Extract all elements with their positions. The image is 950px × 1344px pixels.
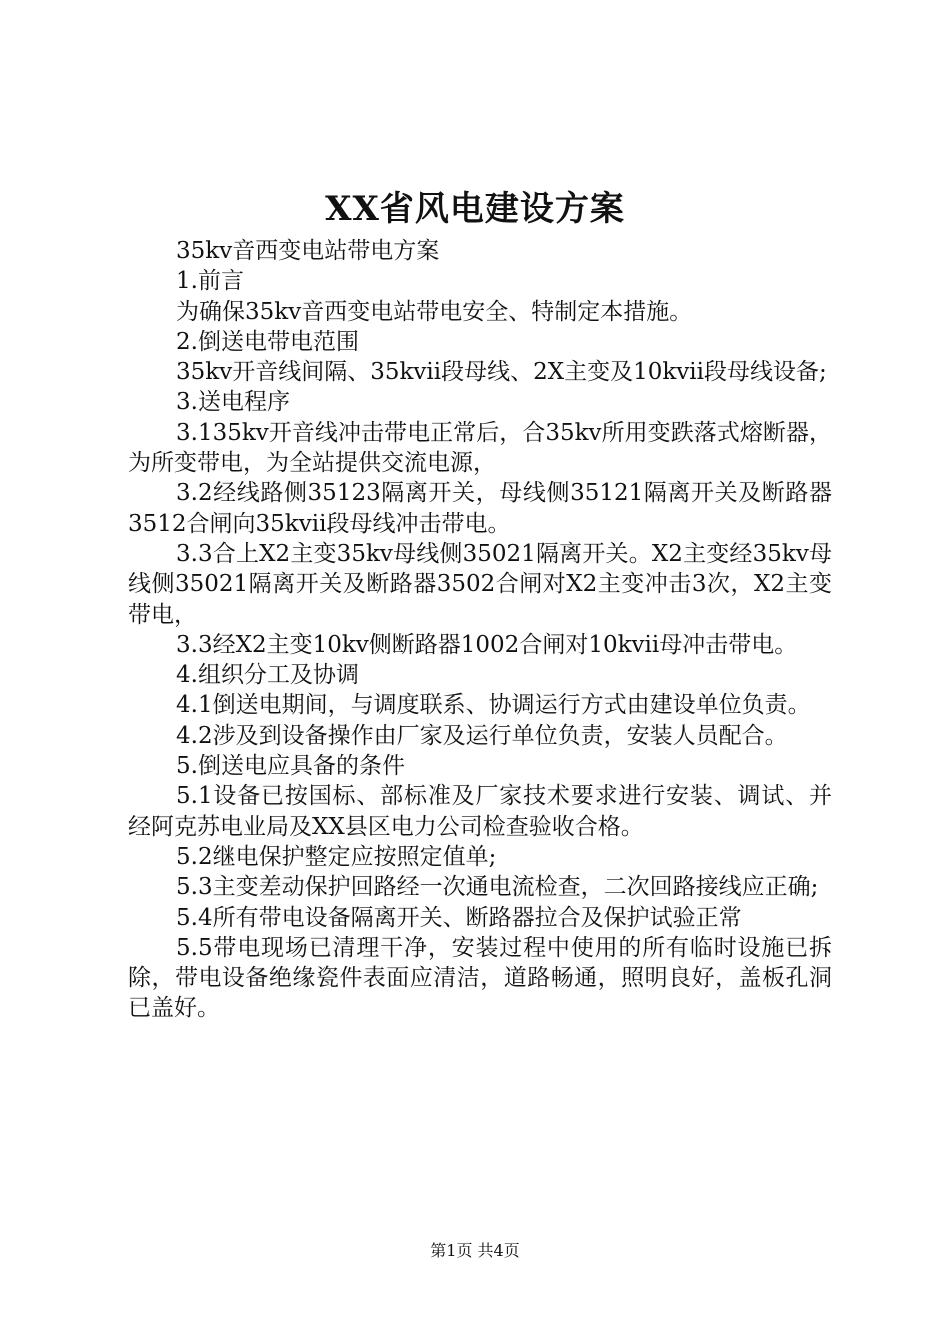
heading-scope: 2.倒送电带电范围: [176, 328, 359, 355]
paragraph-conditions-5-3: 5.3主变差动保护回路经一次通电流检查，二次回路接线应正确;: [176, 874, 819, 901]
heading-conditions: 5.倒送电应具备的条件: [176, 753, 405, 780]
paragraph-scope: 35kv开音线间隔、35kvii段母线、2X主变及10kvii段母线设备;: [176, 359, 827, 386]
paragraph-organization-4-1: 4.1倒送电期间，与调度联系、协调运行方式由建设单位负责。: [176, 692, 811, 719]
paragraph-conditions-5-5: 5.5带电现场已清理干净，安装过程中使用的所有临时设施已拆除，带电设备绝缘瓷件表面应清洁，道路畅通，照明良好，盖板孔洞已盖好。: [128, 934, 832, 1022]
paragraph-organization-4-2: 4.2涉及到设备操作由厂家及运行单位负责，安装人员配合。: [176, 722, 788, 749]
document-title: XX省风电建设方案: [325, 189, 625, 229]
paragraph-preface: 为确保35kv音西变电站带电安全、特制定本措施。: [176, 298, 693, 325]
heading-procedure: 3.送电程序: [176, 389, 290, 416]
paragraph-plan-name: 35kv音西变电站带电方案: [176, 238, 440, 264]
paragraph-procedure-3-2: 3.2经线路侧35123隔离开关，母线侧35121隔离开关及断路器3512合闸向35kvii段母线冲击带电。: [128, 480, 832, 537]
paragraph-conditions-5-1: 5.1设备已按国标、部标准及厂家技术要求进行安装、调试、并经阿克苏电业局及XX县区电力公司检查验收合格。: [128, 783, 832, 840]
paragraph-procedure-3-1: 3.135kv开音线冲击带电正常后，合35kv所用变跌落式熔断器，为所变带电，为全站提供交流电源，: [128, 419, 832, 477]
heading-preface: 1.前言: [176, 268, 244, 295]
heading-organization: 4.组织分工及协调: [176, 662, 359, 689]
paragraph-conditions-5-4: 5.4所有带电设备隔离开关、断路器拉合及保护试验正常: [176, 904, 742, 931]
paragraph-procedure-3-3a: 3.3合上X2主变35kv母线侧35021隔离开关。X2主变经35kv母线侧35021隔离开关及断路器3502合闸对X2主变冲击3次，X2主变带电，: [128, 540, 832, 628]
document-body: [128, 236, 832, 1024]
paragraph-conditions-5-2: 5.2继电保护整定应按照定值单;: [176, 843, 497, 870]
paragraph-procedure-3-3b: 3.3经X2主变10kv侧断路器1002合闸对10kvii母冲击带电。: [176, 631, 798, 658]
page-footer: 第1页 共4页: [430, 1241, 520, 1260]
